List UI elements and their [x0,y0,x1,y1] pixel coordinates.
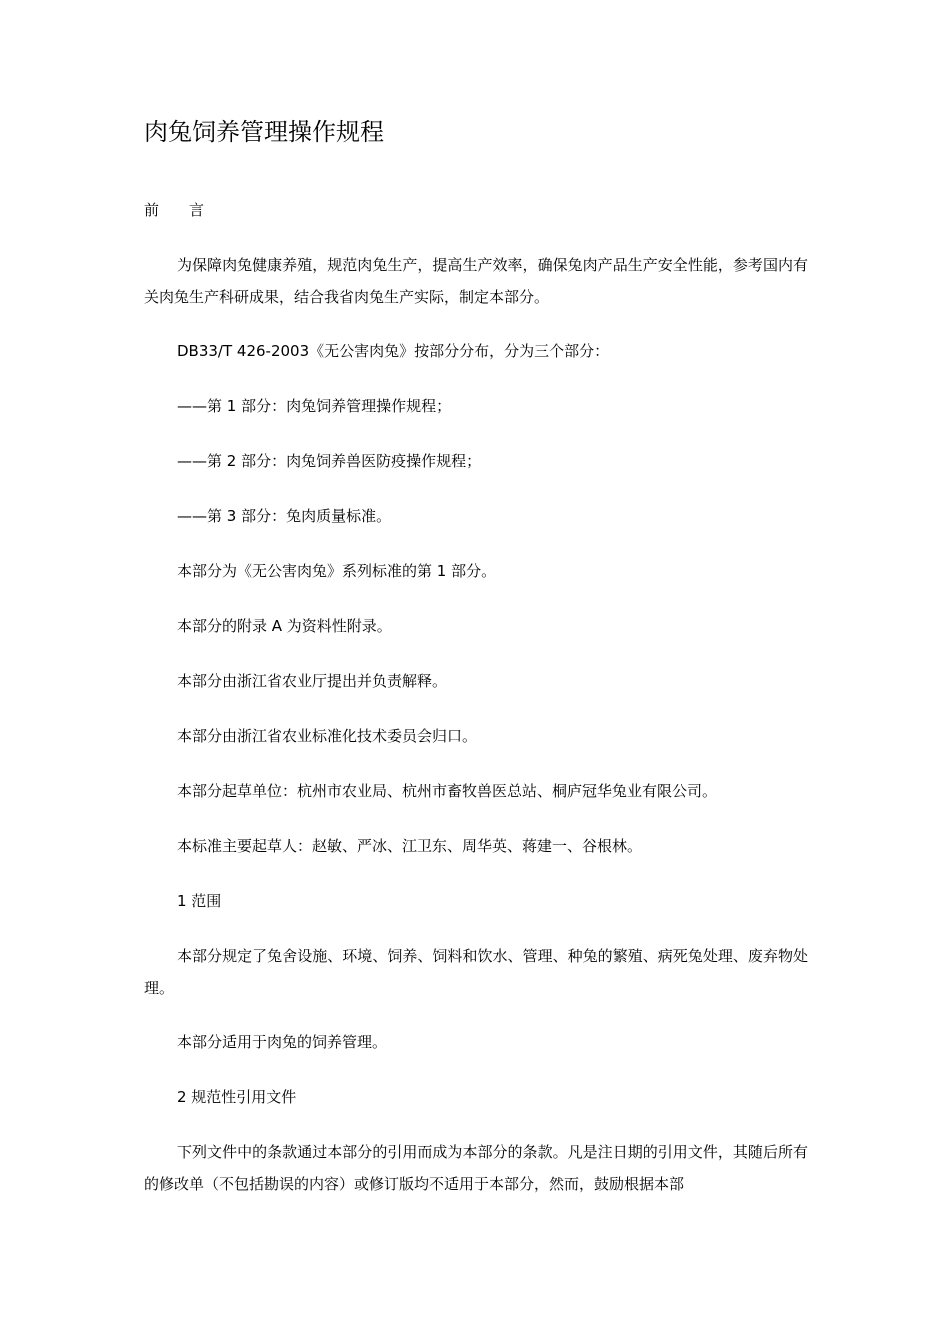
paragraph-scope: 本部分规定了兔舍设施、环境、饲养、饲料和饮水、管理、种兔的繁殖、病死兔处理、废弃物处理。 [144,947,808,997]
preface-heading [144,194,808,226]
preface-char-1: 前 [144,201,160,219]
list-item-part1: ——第 1 部分：肉兔饲养管理操作规程； [177,397,452,415]
paragraph-appendix: 本部分的附录 A 为资料性附录。 [177,617,392,635]
paragraph-proposer: 本部分由浙江省农业厅提出并负责解释。 [177,672,448,690]
paragraph-references: 下列文件中的条款通过本部分的引用而成为本部分的条款。凡是注日期的引用文件，其随后所有的修改单（不包括勘误的内容）或修订版均不适用于本部分，然而，鼓励根据本部 [144,1143,808,1193]
paragraph-applicability: 本部分适用于肉兔的饲养管理。 [177,1033,388,1051]
section-heading-scope: 1 范围 [177,892,222,910]
paragraph-intro: 为保障肉兔健康养殖，规范肉兔生产，提高生产效率，确保兔肉产品生产安全性能，参考国内有关肉兔生产科研成果，结合我省肉兔生产实际，制定本部分。 [144,256,808,306]
paragraph-drafting-units: 本部分起草单位：杭州市农业局、杭州市畜牧兽医总站、桐庐冠华兔业有限公司。 [177,782,718,800]
section-heading-references: 2 规范性引用文件 [177,1088,297,1106]
list-item-part3: ——第 3 部分：兔肉质量标准。 [177,507,392,525]
document-title: 肉兔饲养管理操作规程 [144,118,384,146]
preface-char-2: 言 [189,201,205,219]
paragraph-drafters: 本标准主要起草人：赵敏、严冰、江卫东、周华英、蒋建一、谷根林。 [177,837,643,855]
paragraph-committee: 本部分由浙江省农业标准化技术委员会归口。 [177,727,478,745]
list-item-part2: ——第 2 部分：肉兔饲养兽医防疫操作规程； [177,452,482,470]
paragraph-series: 本部分为《无公害肉兔》系列标准的第 1 部分。 [177,562,497,580]
paragraph-db33: DB33/T 426-2003《无公害肉兔》按部分分布，分为三个部分： [177,342,610,360]
